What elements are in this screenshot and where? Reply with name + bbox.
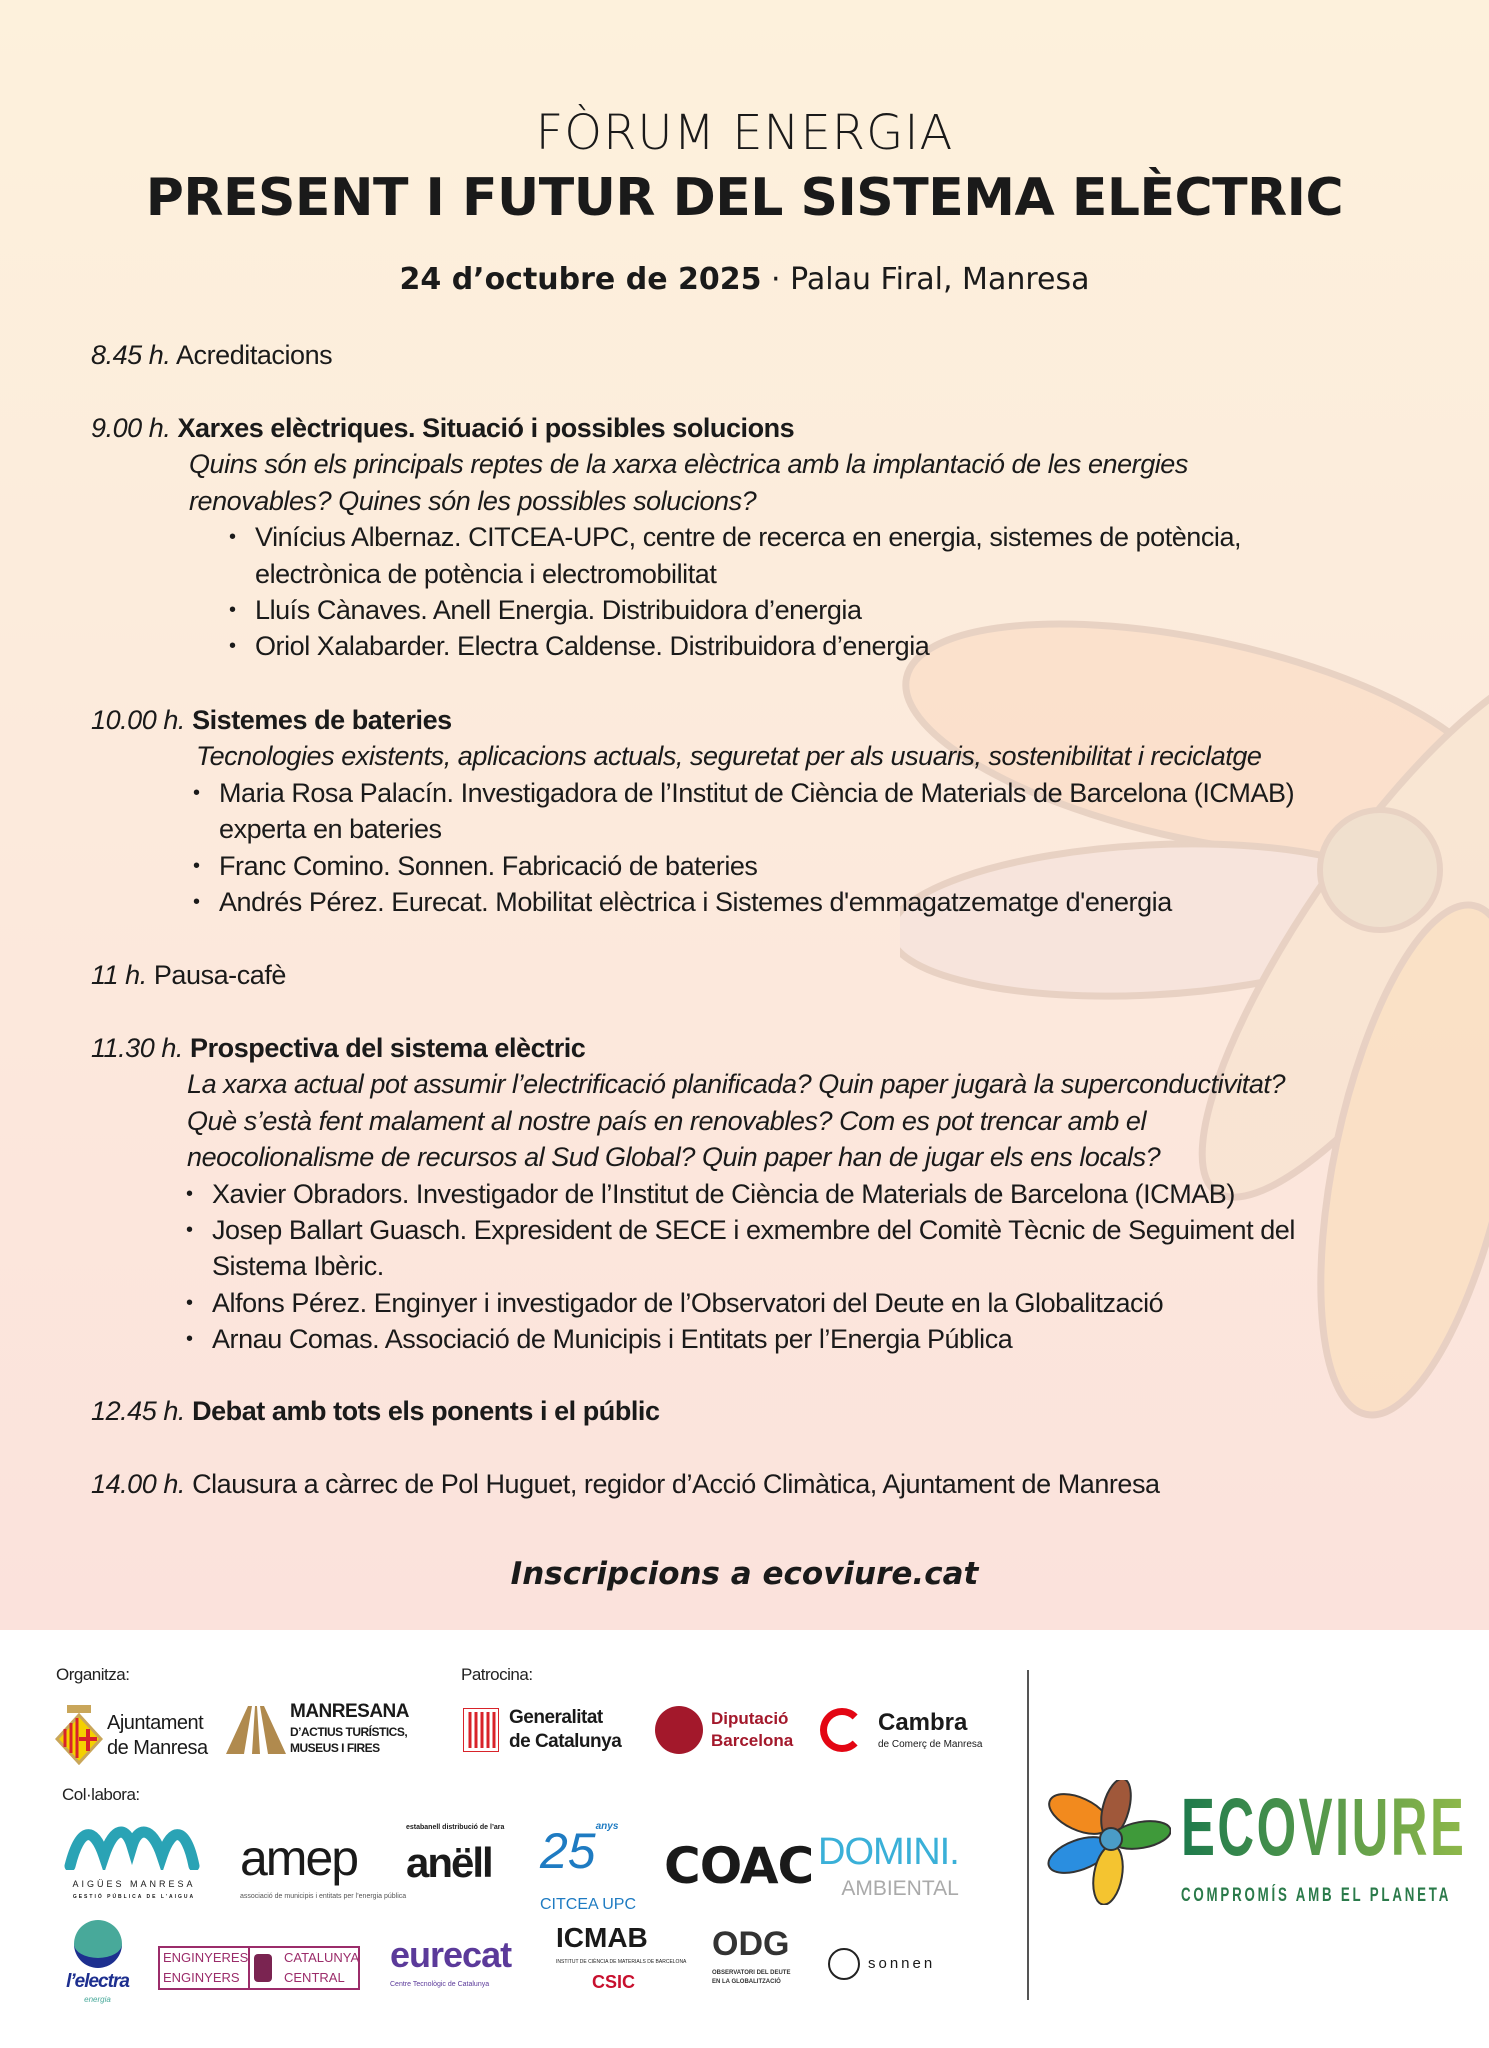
speaker-item: experta en bateries	[219, 814, 442, 845]
agenda-item-heading	[91, 1030, 585, 1066]
logo-text: de Manresa	[107, 1737, 208, 1759]
logo-text: l’electra	[66, 1971, 129, 1992]
agenda-item-heading	[91, 337, 332, 373]
logo-text: estabanell distribució de l’ara	[406, 1824, 505, 1831]
logo-text: energia	[84, 1995, 111, 2004]
logo-text: DOMINI.	[818, 1831, 959, 1873]
logo-citcea-upc	[540, 1820, 636, 1915]
event-venue: Palau Firal, Manresa	[790, 262, 1090, 297]
speaker-item: • Arnau Comas. Associació de Municipis i Entitats per l’Energia Pública	[212, 1321, 1012, 1357]
logo-enginyers-catalunya-central	[158, 1946, 360, 1990]
event-date: 24 d’octubre de 2025	[399, 262, 762, 297]
logo-sonnen	[828, 1948, 936, 1980]
agenda-title: Clausura a càrrec de Pol Huguet, regidor d’Acció Climàtica, Ajuntament de Manresa	[192, 1469, 1160, 1499]
logo-text: eurecat	[390, 1934, 512, 1975]
logo-text: MUSEUS I FIRES	[290, 1741, 380, 1755]
logo-ajuntament-manresa	[55, 1703, 208, 1771]
collabora-label: Col·labora:	[62, 1785, 140, 1804]
speaker-item: • Maria Rosa Palacín. Investigadora de l’Institut de Ciència de Materials de Barcelona (ICMAB)	[219, 775, 1294, 811]
sonnen-circle-icon	[828, 1948, 860, 1980]
logo-text: ENGINYERS	[163, 1970, 240, 1985]
logo-text: CATALUNYA	[284, 1950, 360, 1965]
logo-text: GESTIÓ PÚBLICA DE L’AIGUA	[72, 1894, 196, 1900]
agenda-question: La xarxa actual pot assumir l’electrificació planificada? Quin paper jugarà la superconductivitat?	[187, 1069, 1286, 1100]
agenda-title: Xarxes elèctriques. Situació i possibles solucions	[177, 413, 795, 443]
speaker-item: • Franc Comino. Sonnen. Fabricació de bateries	[219, 848, 758, 884]
logo-text: INSTITUT DE CIÈNCIA DE MATERIALS DE BARCELONA	[556, 1959, 687, 1965]
speaker-item: Sistema Ibèric.	[212, 1251, 384, 1282]
agenda-time: 8.45 h.	[91, 340, 171, 370]
speaker-item: • Alfons Pérez. Enginyer i investigador de l’Observatori del Deute en la Globalització	[212, 1285, 1163, 1321]
event-title: FÒRUM ENERGIA	[535, 105, 954, 161]
logo-text: AIGÜES MANRESA	[72, 1879, 196, 1889]
agenda-time: 9.00 h.	[91, 413, 171, 443]
patrocina-label: Patrocina:	[461, 1665, 533, 1684]
sponsors-footer	[0, 1630, 1489, 2048]
agenda-item-heading	[91, 1393, 660, 1429]
agenda-question: Què s’està fent malament al nostre país en renovables? Com es pot trencar amb el	[187, 1105, 1147, 1136]
logo-diputacio-barcelona	[655, 1706, 794, 1754]
agenda-item-heading	[91, 410, 794, 446]
logo-text: Diputació	[711, 1709, 789, 1728]
logo-icmab-csic	[556, 1920, 686, 1994]
speaker-item: • Josep Ballart Guasch. Expresident de SECE i exmembre del Comitè Tècnic de Seguiment del	[212, 1212, 1295, 1248]
organitza-label: Organitza:	[56, 1665, 130, 1684]
logo-text: Centre Tecnològic de Catalunya	[390, 1981, 490, 1988]
logo-text: CSIC	[592, 1972, 636, 1992]
separator: ·	[771, 262, 781, 297]
footer-divider	[1027, 1670, 1029, 2000]
logo-ecoviure	[1046, 1780, 1467, 1911]
agenda-time: 11.30 h.	[91, 1033, 183, 1063]
logo-text: associació de municipis i entitats per l’energia pública	[240, 1893, 407, 1900]
agenda-question: neocolionalisme de recursos al Sud Global? Quin paper han de jugar els ens locals?	[187, 1142, 1161, 1173]
logo-text: MANRESANA	[290, 1701, 409, 1722]
agenda-title: Prospectiva del sistema elèctric	[190, 1033, 586, 1063]
agenda-question: renovables? Quines són les possibles solucions?	[189, 485, 757, 516]
logo-anell	[406, 1823, 504, 1891]
logo-text: EN LA GLOBALITZACIÓ	[712, 1979, 781, 1985]
agenda-title: Pausa-cafè	[153, 960, 286, 990]
logo-domini-ambiental	[818, 1828, 959, 1902]
logo-electra	[55, 1920, 140, 2005]
logo-text: de Comerç de Manresa	[878, 1739, 983, 1750]
logo-text: AMBIENTAL	[841, 1877, 959, 1900]
agenda-time: 12.45 h.	[91, 1396, 185, 1426]
logo-text: ODG	[712, 1925, 790, 1963]
speaker-item: • Oriol Xalabarder. Electra Caldense. Distribuidora d’energia	[255, 628, 929, 664]
logo-text: CITCEA UPC	[540, 1896, 637, 1913]
registration-cta[interactable]: Inscripcions a ecoviure.cat	[510, 1556, 979, 1592]
logo-text: anëll	[406, 1839, 492, 1886]
speaker-item: • Xavier Obradors. Investigador de l’Institut de Ciència de Materials de Barcelona (ICMAB)	[212, 1176, 1235, 1212]
senyera-icon	[463, 1708, 499, 1752]
agenda-time: 10.00 h.	[91, 705, 185, 735]
agenda-title: Sistemes de bateries	[192, 705, 452, 735]
cambra-c-icon	[820, 1708, 864, 1752]
event-subtitle: PRESENT I FUTUR DEL SISTEMA ELÈCTRIC	[145, 168, 1344, 228]
logo-coac: COAC	[664, 1837, 814, 1895]
event-date-venue	[0, 262, 1489, 297]
speaker-item: • Vinícius Albernaz. CITCEA-UPC, centre de recerca en energia, sistemes de potència,	[255, 519, 1241, 555]
logo-odg	[712, 1922, 790, 1987]
logo-generalitat	[463, 1707, 622, 1758]
agenda-question: Quins són els principals reptes de la xarxa elèctrica amb la implantació de les energies	[189, 449, 1188, 480]
logo-aigues-manresa	[64, 1826, 204, 1902]
logo-text: OBSERVATORI DEL DEUTE	[712, 1970, 791, 1976]
logo-text: de Catalunya	[509, 1731, 622, 1752]
agenda-title: Acreditacions	[175, 340, 333, 370]
logo-text: Cambra	[878, 1709, 968, 1736]
logo-text: ENGINYERES	[163, 1950, 249, 1965]
logo-text: Generalitat	[509, 1707, 603, 1728]
logo-text: sonnen	[868, 1955, 936, 1972]
citcea-anys: anys	[595, 1821, 619, 1832]
logo-text: D’ACTIUS TURÍSTICS,	[290, 1725, 408, 1739]
agenda-title: Debat amb tots els ponents i el públic	[192, 1396, 660, 1426]
logo-amep	[240, 1826, 406, 1902]
diputacio-seal-icon	[655, 1706, 703, 1754]
citcea-25: 25	[540, 1823, 596, 1879]
electra-e-icon	[74, 1920, 122, 1968]
logo-cambra-manresa	[820, 1708, 983, 1752]
agenda-time: 14.00 h.	[91, 1469, 185, 1499]
logo-manresana	[226, 1700, 409, 1760]
logo-text: ECOVIURE	[1181, 1780, 1466, 1876]
logo-text: amep	[240, 1830, 358, 1886]
logo-text: Barcelona	[711, 1731, 794, 1750]
logo-text: CENTRAL	[284, 1970, 345, 1985]
waves-icon	[64, 1826, 200, 1870]
speaker-item: • Lluís Cànaves. Anell Energia. Distribuidora d’energia	[255, 592, 862, 628]
logo-text: ICMAB	[556, 1922, 648, 1953]
logo-text: Ajuntament	[107, 1712, 204, 1734]
road-icon	[226, 1706, 286, 1754]
agenda-item-heading	[91, 702, 452, 738]
speaker-item: electrònica de potència i electromobilitat	[255, 558, 717, 589]
agenda-question: Tecnologies existents, aplicacions actuals, seguretat per als usuaris, sostenibilitat i reciclatge	[196, 741, 1262, 772]
speaker-item: • Andrés Pérez. Eurecat. Mobilitat elèctrica i Sistemes d'emmagatzematge d'energia	[219, 884, 1172, 920]
agenda-time: 11 h.	[91, 960, 147, 990]
agenda-item-heading	[91, 1466, 1160, 1502]
logo-text: COMPROMÍS AMB EL PLANETA	[1181, 1885, 1452, 1906]
logo-eurecat	[390, 1932, 511, 1990]
coat-of-arms-icon	[55, 1703, 103, 1765]
agenda-item-heading	[91, 957, 286, 993]
ecoviure-flower-icon	[1046, 1780, 1171, 1905]
